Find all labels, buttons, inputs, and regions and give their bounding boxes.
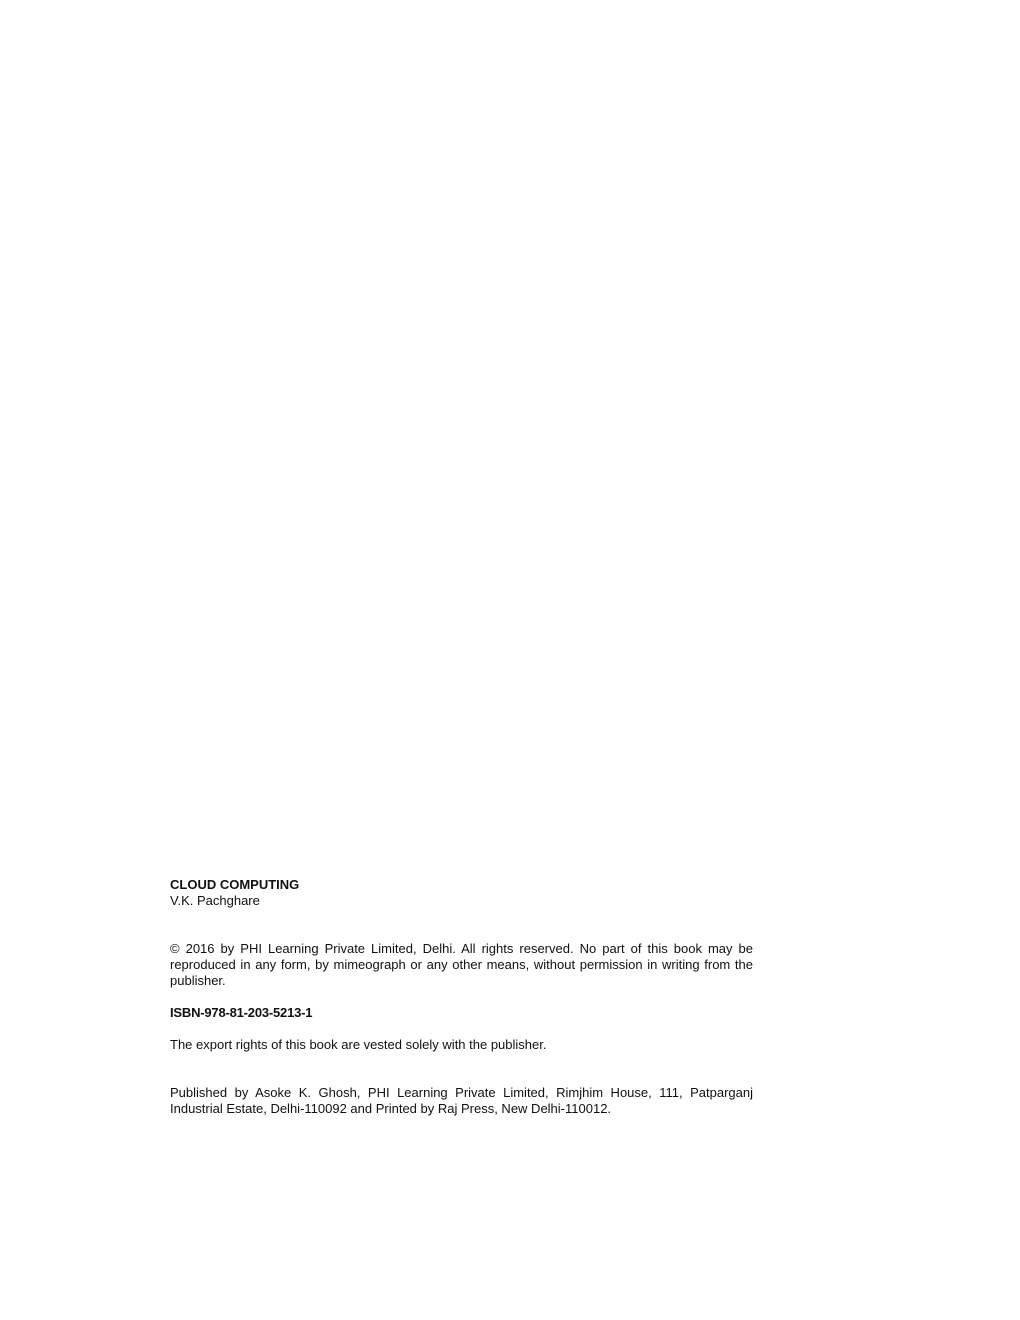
book-title: CLOUD COMPUTING xyxy=(170,877,300,892)
isbn: ISBN-978-81-203-5213-1 xyxy=(170,1005,313,1020)
copyright-notice: © 2016 by PHI Learning Private Limited, Delhi. All rights reserved. No part of this book may be reproduced in any form, by mimeograph or any other means, without permission in writing from the publisher. xyxy=(170,941,753,988)
book-author: V.K. Pachghare xyxy=(170,893,260,908)
publisher-printer-notice: Published by Asoke K. Ghosh, PHI Learning Private Limited, Rimjhim House, 111, Patparganj Industrial Estate, Delhi-110092 and Printed by Raj Press, New Delhi-110012. xyxy=(170,1085,753,1116)
export-rights-notice: The export rights of this book are vested solely with the publisher. xyxy=(170,1037,547,1052)
